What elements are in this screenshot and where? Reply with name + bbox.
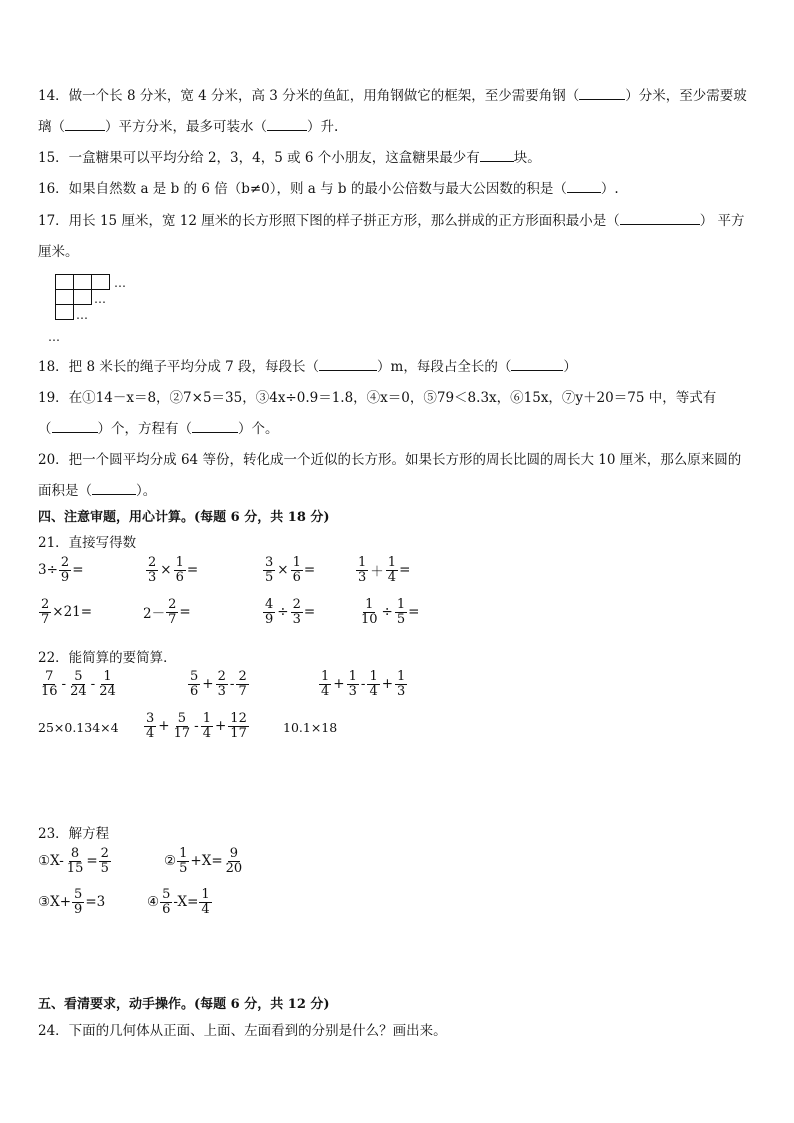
calc-item: $\frac{1}{10}$ ÷ $\frac{1}{5}$ = xyxy=(361,597,420,627)
fraction: $\frac{1}{24}$ xyxy=(99,669,116,699)
fraction: $\frac{1}{4}$ xyxy=(202,711,211,741)
question-22-title: 22．能简算的要简算． xyxy=(38,650,177,666)
fraction: $\frac{4}{9}$ xyxy=(265,597,274,627)
fraction: $\frac{5}{6}$ xyxy=(190,669,199,699)
rectangle-staircase-figure xyxy=(55,274,145,342)
fraction: $\frac{1}{6}$ xyxy=(292,555,301,585)
calc-item: $\frac{1}{3}$ ＋ $\frac{1}{4}$ = xyxy=(358,555,411,585)
question-19-line1: 19．在①14－x＝8，②7×5＝35，③4x÷0.9＝1.8，④x＝0，⑤79＜8.3x，⑥15x，⑦y＋20＝75 中，等式有 xyxy=(38,390,717,406)
fraction: $\frac{9}{20}$ xyxy=(225,846,243,876)
figure-rect xyxy=(56,275,74,290)
fraction: $\frac{5}{24}$ xyxy=(70,669,87,699)
question-23-title: 23．解方程 xyxy=(38,826,110,842)
fraction: $\frac{1}{3}$ xyxy=(397,669,406,699)
fraction: $\frac{2}{5}$ xyxy=(100,846,109,876)
fraction: $\frac{1}{3}$ xyxy=(358,555,367,585)
simplify-expression: 25×0.134×4 xyxy=(38,720,119,735)
fraction: $\frac{1}{4}$ xyxy=(201,887,210,917)
answer-blank[interactable] xyxy=(65,118,105,131)
question-20-line2: 面积是（ ）。 xyxy=(38,483,157,499)
question-17-line2: 厘米。 xyxy=(38,244,79,260)
figure-dots: … xyxy=(76,308,88,322)
simplify-expression: $\frac{1}{4}$ + $\frac{1}{3}$ - $\frac{1}{4}$ + $\frac{1}{3}$ xyxy=(321,669,406,699)
fraction: $\frac{1}{6}$ xyxy=(175,555,184,585)
answer-blank[interactable] xyxy=(92,482,136,495)
question-18: 18．把 8 米长的绳子平均分成 7 段，每段长（ ）m，每段占全长的（ ） xyxy=(38,359,577,375)
calc-item: 2－ $\frac{2}{7}$ = xyxy=(143,597,191,627)
equation: ② $\frac{1}{5}$ +X= $\frac{9}{20}$ xyxy=(164,846,243,876)
fraction: $\frac{1}{4}$ xyxy=(321,669,330,699)
fraction: $\frac{2}{3}$ xyxy=(292,597,301,627)
figure-rect xyxy=(92,275,110,290)
fraction: $\frac{5}{9}$ xyxy=(74,887,83,917)
question-15: 15．一盒糖果可以平均分给 2，3，4，5 或 6 个小朋友，这盒糖果最少有 块。 xyxy=(38,150,541,166)
section-5-heading: 五、看清要求，动手操作。(每题 6 分，共 12 分) xyxy=(38,997,330,1012)
fraction: $\frac{1}{3}$ xyxy=(348,669,357,699)
simplify-expression: 10.1×18 xyxy=(283,720,338,735)
calc-item: $\frac{3}{5}$ × $\frac{1}{6}$ = xyxy=(265,555,316,585)
question-14-line1: 14．做一个长 8 分米，宽 4 分米，高 3 分米的鱼缸，用角钢做它的框架，至少需要角钢（ ）分米，至少需要玻 xyxy=(38,88,747,104)
equation: ③X+ $\frac{5}{9}$ =3 xyxy=(38,887,106,917)
answer-blank[interactable] xyxy=(567,180,601,193)
figure-rect xyxy=(74,275,92,290)
question-14-line2: 璃（ ）平方分米，最多可装水（ ）升. xyxy=(38,119,339,135)
fraction: $\frac{2}{3}$ xyxy=(148,555,157,585)
fraction: $\frac{2}{7}$ xyxy=(41,597,50,627)
question-20-line1: 20．把一个圆平均分成 64 等份，转化成一个近似的长方形。如果长方形的周长比圆的周长大 10 厘米，那么原来圆的 xyxy=(38,452,742,468)
figure-rect xyxy=(56,305,74,320)
question-16: 16．如果自然数 a 是 b 的 6 倍（b≠0），则 a 与 b 的最小公倍数与最大公因数的积是（ ）. xyxy=(38,181,619,197)
fraction: $\frac{1}{10}$ xyxy=(361,597,378,627)
question-24: 24．下面的几何体从正面、上面、左面看到的分别是什么？画出来。 xyxy=(38,1023,447,1039)
fraction: $\frac{8}{15}$ xyxy=(66,846,84,876)
fraction: $\frac{2}{7}$ xyxy=(168,597,177,627)
figure-rect xyxy=(56,290,74,305)
calc-item: $\frac{2}{3}$ × $\frac{1}{6}$ = xyxy=(148,555,199,585)
question-17-line1: 17．用长 15 厘米，宽 12 厘米的长方形照下图的样子拼正方形，那么拼成的正方形面积最小是（ ） 平方 xyxy=(38,213,745,229)
equation: ④ $\frac{5}{6}$ -X= $\frac{1}{4}$ xyxy=(147,887,210,917)
fraction: $\frac{1}{5}$ xyxy=(396,597,406,627)
fraction: $\frac{1}{4}$ xyxy=(387,555,397,585)
fraction: $\frac{5}{6}$ xyxy=(162,887,171,917)
fraction: $\frac{7}{16}$ xyxy=(41,669,58,699)
section-4-heading: 四、注意审题，用心计算。(每题 6 分，共 18 分) xyxy=(38,510,330,525)
question-19-line2: （ ）个，方程有（ ）个。 xyxy=(38,421,279,437)
calc-item: $\frac{4}{9}$ ÷ $\frac{2}{3}$ = xyxy=(265,597,316,627)
fraction: $\frac{3}{5}$ xyxy=(265,555,274,585)
answer-blank[interactable] xyxy=(52,420,98,433)
figure-dots: … xyxy=(94,292,106,306)
simplify-expression: $\frac{3}{4}$ + $\frac{5}{17}$ - $\frac{1}{4}$ + $\frac{12}{17}$ xyxy=(146,711,247,741)
answer-blank[interactable] xyxy=(267,118,307,131)
fraction: $\frac{12}{17}$ xyxy=(230,711,247,741)
fraction: $\frac{2}{3}$ xyxy=(217,669,226,699)
answer-blank[interactable] xyxy=(511,358,563,371)
simplify-expression: $\frac{5}{6}$ + $\frac{2}{3}$ - $\frac{2}{7}$ xyxy=(190,669,247,699)
fraction: $\frac{1}{4}$ xyxy=(369,669,378,699)
figure-rect xyxy=(74,290,92,305)
calc-item: $\frac{2}{7}$ ×21= xyxy=(41,597,93,627)
answer-blank[interactable] xyxy=(192,420,238,433)
figure-dots: … xyxy=(48,330,60,344)
fraction: $\frac{1}{5}$ xyxy=(179,846,188,876)
fraction: $\frac{5}{17}$ xyxy=(173,711,191,741)
answer-blank[interactable] xyxy=(579,87,625,100)
answer-blank[interactable] xyxy=(319,358,377,371)
simplify-expression: $\frac{7}{16}$ - $\frac{5}{24}$ - $\frac{1}{24}$ xyxy=(41,669,116,699)
fraction: $\frac{2}{7}$ xyxy=(238,669,247,699)
answer-blank[interactable] xyxy=(480,149,514,162)
figure-dots: … xyxy=(114,276,126,290)
fraction: $\frac{2}{9}$ xyxy=(60,555,70,585)
answer-blank[interactable] xyxy=(620,212,700,225)
fraction: $\frac{3}{4}$ xyxy=(146,711,155,741)
question-21-title: 21．直接写得数 xyxy=(38,535,137,551)
equation: ①X- $\frac{8}{15}$ = $\frac{2}{5}$ xyxy=(38,846,109,876)
calc-item: 3÷ $\frac{2}{9}$ = xyxy=(38,555,84,585)
